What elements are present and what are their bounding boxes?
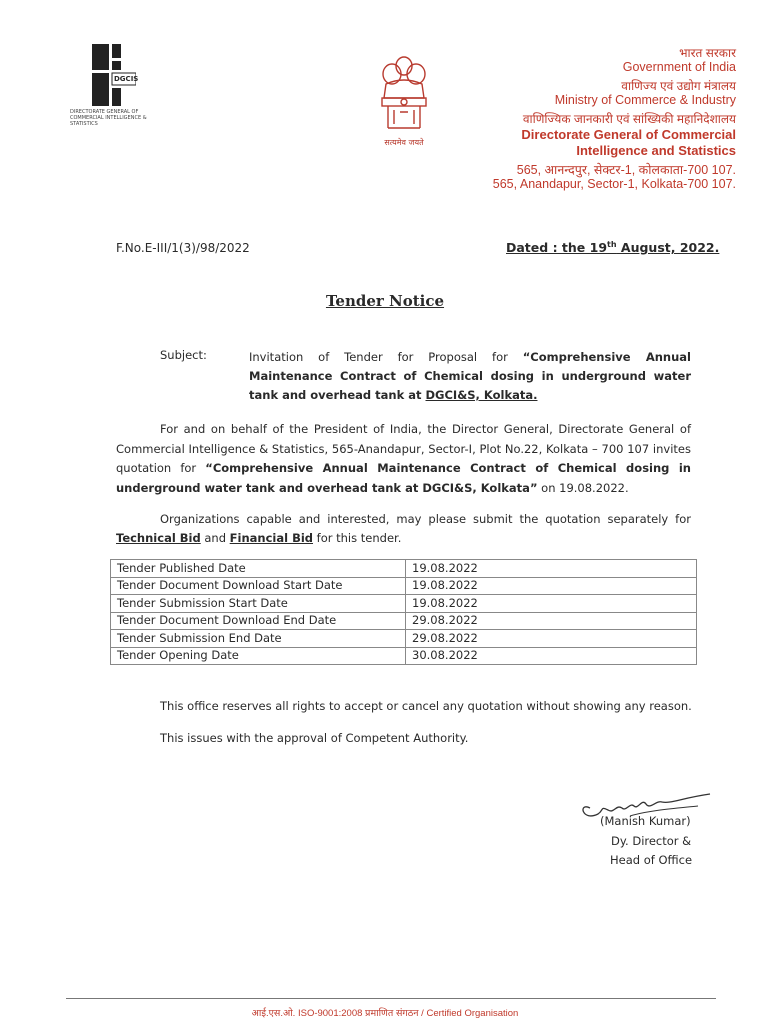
rights-note: This office reserves all rights to accept or cancel any quotation without showing any reason.	[160, 699, 692, 713]
table-row	[111, 595, 697, 613]
schedule-label: Tender Document Download Start Date	[111, 577, 406, 595]
footer-certification: आई.एस.ओ. ISO-9001:2008 प्रमाणित संगठन / Certified Organisation	[251, 1008, 519, 1019]
table-row	[111, 647, 697, 665]
header-hindi-address: 565, आनन्दपुर, सेक्टर-1, कोलकाता-700 107.	[516, 163, 736, 177]
national-emblem-icon	[372, 52, 436, 134]
invitation-paragraph: For and on behalf of the President of India, the Director General, Directorate General of Commercial Intelligence & Statistics, 565-Anandapur, Sector-I, Plot No.22, Kolkata – 700 107 invites quotation for “Comprehensive Annual Maintenance Contract of Chemical dosing in underground water tank and overhead tank at DGCI&S, Kolkata” on 19.08.2022.	[116, 422, 691, 495]
header-hindi-directorate: वाणिज्यिक जानकारी एवं सांख्यिकी महानिदेशालय	[522, 112, 736, 126]
table-row	[111, 560, 697, 578]
schedule-label: Tender Opening Date	[111, 647, 406, 665]
signatory-designation: Dy. Director &	[611, 834, 692, 848]
schedule-date: 29.08.2022	[406, 612, 697, 630]
header-ministry: Ministry of Commerce & Industry	[554, 93, 736, 107]
schedule-date: 19.08.2022	[406, 560, 697, 578]
schedule-date: 30.08.2022	[406, 647, 697, 665]
header-directorate-2: Intelligence and Statistics	[576, 143, 736, 158]
page-title: Tender Notice	[325, 292, 445, 310]
schedule-label: Tender Published Date	[111, 560, 406, 578]
footer-divider	[66, 998, 716, 999]
schedule-label: Tender Document Download End Date	[111, 612, 406, 630]
submission-paragraph: Organizations capable and interested, may please submit the quotation separately for Technical Bid and Financial Bid for this tender.	[116, 512, 691, 545]
schedule-date: 19.08.2022	[406, 577, 697, 595]
approval-note: This issues with the approval of Competent Authority.	[160, 731, 469, 745]
header-hindi-ministry: वाणिज्य एवं उद्योग मंत्रालय	[621, 79, 736, 93]
header-govt-of-india: Government of India	[622, 60, 736, 74]
file-number: F.No.E-III/1(3)/98/2022	[116, 241, 250, 255]
table-row	[111, 577, 697, 595]
table-row	[111, 630, 697, 648]
tender-schedule-table	[110, 559, 697, 665]
signatory-name: (Manish Kumar)	[600, 814, 691, 828]
logo-abbr: DGCIS	[114, 75, 139, 83]
header-address: 565, Anandapur, Sector-1, Kolkata-700 107.	[492, 177, 736, 191]
logo-caption: DIRECTORATE GENERAL OF COMMERCIAL INTELLIGENCE & STATISTICS	[70, 109, 147, 127]
header-hindi-govt: भारत सरकार	[679, 46, 736, 60]
header-directorate-1: Directorate General of Commercial	[521, 127, 736, 142]
subject-text: Invitation of Tender for Proposal for “Comprehensive Annual Maintenance Contract of Chemical dosing in underground water tank and overhead tank at DGCI&S, Kolkata.	[249, 350, 691, 402]
dated-line: Dated : the 19th August, 2022.	[506, 240, 720, 256]
emblem-motto: सत्यमेव जयते	[384, 138, 424, 147]
schedule-date: 19.08.2022	[406, 595, 697, 613]
table-row	[111, 612, 697, 630]
schedule-label: Tender Submission Start Date	[111, 595, 406, 613]
signatory-office: Head of Office	[610, 853, 693, 867]
schedule-date: 29.08.2022	[406, 630, 697, 648]
schedule-label: Tender Submission End Date	[111, 630, 406, 648]
subject-label: Subject:	[160, 348, 207, 362]
